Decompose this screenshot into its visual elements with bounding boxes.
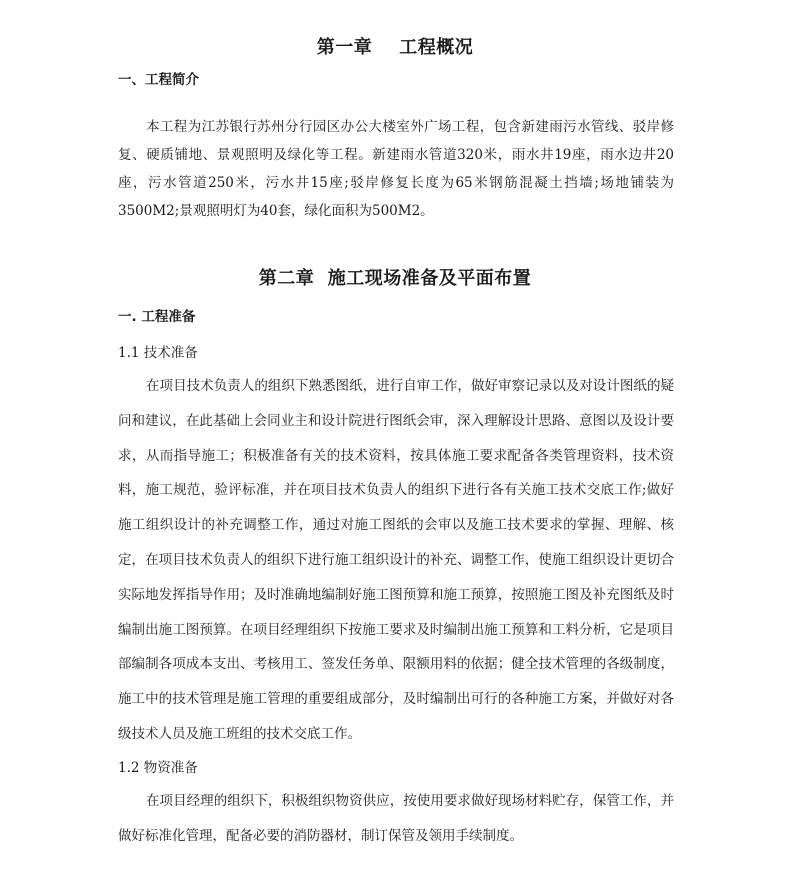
- chapter-1-title: 第一章 工程概况: [316, 37, 474, 58]
- subsection-heading-material-preparation: 1.2 物资准备: [118, 760, 198, 776]
- section-heading-project-intro: 一、工程简介: [118, 72, 199, 88]
- paragraph-project-intro: 本工程为江苏银行苏州分行园区办公大楼室外广场工程，包含新建雨污水管线、驳岸修复、硬质铺地、景观照明及绿化等工程。新建雨水管道320米，雨水井19座，雨水边井20座，污水管道250米，污水井15座;驳岸修复长度为65米钢筋混凝土挡墙;场地铺装为3500M2;景观照明灯为40套，绿化面积为500M2。: [118, 119, 674, 219]
- chapter-2-title: 第二章 施工现场准备及平面布置: [258, 268, 532, 289]
- subsection-heading-technical-preparation: 1.1 技术准备: [118, 345, 198, 361]
- section-heading-project-preparation: 一. 工程准备: [118, 309, 196, 325]
- paragraph-technical-preparation: 在项目技术负责人的组织下熟悉图纸，进行自审工作，做好审察记录以及对设计图纸的疑问和建议，在此基础上会同业主和设计院进行图纸会审，深入理解设计思路、意图以及设计要求，从而指导施工；积极准备有关的技术资料，按具体施工要求配备各类管理资料，技术资料，施工规范，验评标准，并在项目技术负责人的组织下进行各有关施工技术交底工作;做好施工组织设计的补充调整工作，通过对施工图纸的会审以及施工技术要求的掌握、理解、核定，在项目技术负责人的组织下进行施工组织设计的补充、调整工作，使施工组织设计更切合实际地发挥指导作用；及时准确地编制好施工图预算和施工预算，按照施工图及补充图纸及时编制出施工图预算。在项目经理组织下按施工要求及时编制出施工预算和工料分析，它是项目部编制各项成本支出、考核用工、签发任务单、限额用料的依据；健全技术管理的各级制度，施工中的技术管理是施工管理的重要组成部分，及时编制出可行的各种施工方案，并做好对各级技术人员及施工班组的技术交底工作。: [118, 378, 674, 742]
- paragraph-material-preparation: 在项目经理的组织下，积极组织物资供应，按使用要求做好现场材料贮存，保管工作，并做好标准化管理，配备必要的消防器材，制订保管及领用手续制度。: [118, 793, 674, 844]
